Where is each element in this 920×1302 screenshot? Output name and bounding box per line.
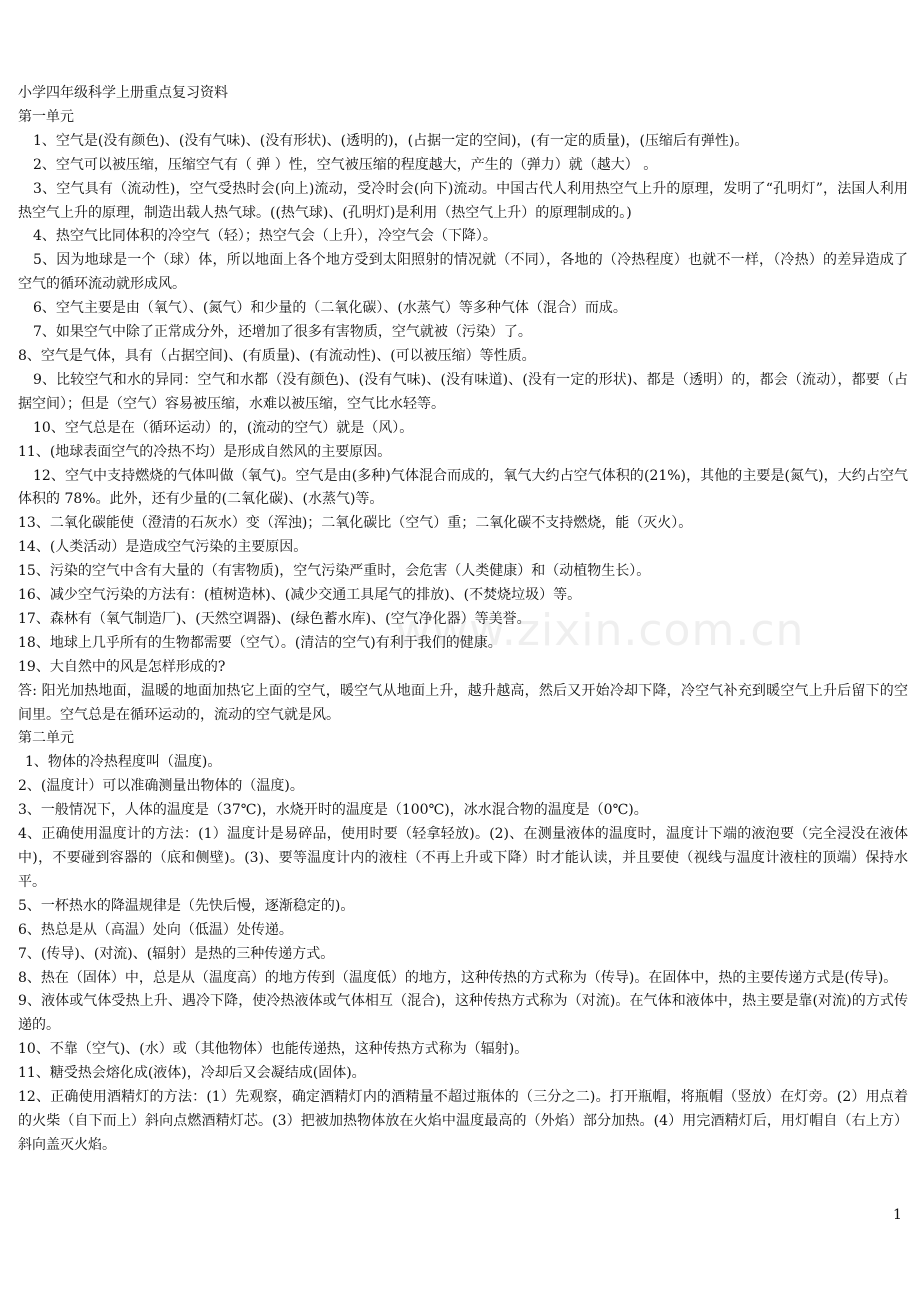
list-item: 4、正确使用温度计的方法：(1）温度计是易碎品，使用时要（轻拿轻放)。(2)、在测量液体的温度时，温度计下端的液泡要（完全浸没在液体中)，不要碰到容器的（底和侧壁)。(3)、要等温度计内的液柱（不再上升或下降）时才能认读，并且要使（视线与温度计液柱的顶端）保持水平。	[18, 826, 908, 890]
list-item: 11、(地球表面空气的冷热不均）是形成自然风的主要原因。	[18, 443, 392, 460]
list-item: 17、森林有（氧气制造厂)、(天然空调器)、(绿色蓄水库)、(空气净化器）等美誉。	[18, 610, 531, 627]
page-number: 1	[893, 1207, 902, 1223]
list-item: 4、热空气比同体积的冷空气（轻）；热空气会（上升），冷空气会（下降）。	[33, 228, 497, 245]
list-item: 3、一般情况下，人体的温度是（37℃)，水烧开时的温度是（100℃)，冰水混合物的温度是（0℃)。	[18, 802, 648, 819]
document-body	[18, 82, 908, 1158]
document-title: 小学四年级科学上册重点复习资料	[18, 85, 228, 101]
list-item: 1、空气是(没有颜色)、(没有气味)、(没有形状)、(透明的)，(占据一定的空间)，(有一定的质量)，(压缩后有弹性)。	[33, 132, 749, 149]
list-item: 12、正确使用酒精灯的方法：(1）先观察，确定酒精灯内的酒精量不超过瓶体的（三分之二)。打开瓶帽，将瓶帽（竖放）在灯旁。(2）用点着的火柴（自下而上）斜向点燃酒精灯芯。(3）把被加热物体放在火焰中温度最高的（外焰）部分加热。(4）用完酒精灯后，用灯帽自（右上方）斜向盖灭火焰。	[18, 1089, 908, 1153]
list-item: 6、热总是从（高温）处向（低温）处传递。	[18, 921, 293, 938]
list-item: 5、因为地球是一个（球）体，所以地面上各个地方受到太阳照射的情况就（不同），各地的（冷热程度）也就不一样，（冷热）的差异造成了空气的循环流动就形成风。	[18, 252, 908, 293]
list-item: 15、污染的空气中含有大量的（有害物质)，空气污染严重时，会危害（人类健康）和（动植物生长）。	[18, 563, 651, 580]
list-item: 18、地球上几乎所有的生物都需要（空气）。(清洁的空气)有利于我们的健康。	[18, 634, 502, 651]
list-item: 8、空气是气体，具有（占据空间)、(有质量)、(有流动性)、(可以被压缩）等性质。	[18, 347, 536, 364]
list-item: 16、减少空气污染的方法有：(植树造林)、(减少交通工具尾气的排放)、(不焚烧垃圾）等。	[18, 587, 582, 604]
question-item: 19、大自然中的风是怎样形成的?	[18, 658, 226, 675]
list-item: 2、空气可以被压缩，压缩空气有（ 弹 ）性，空气被压缩的程度越大，产生的（弹力）就（越大） 。	[33, 156, 658, 173]
list-item: 14、(人类活动）是造成空气污染的主要原因。	[18, 539, 308, 556]
list-item: 3、空气具有（流动性)，空气受热时会(向上)流动，受冷时会(向下)流动。中国古代人利用热空气上升的原理，发明了“孔明灯”，法国人利用热空气上升的原理，制造出载人热气球。((热气球)、(孔明灯)是利用（热空气上升）的原理制成的。)	[18, 180, 908, 221]
list-item: 12、空气中支持燃烧的气体叫做（氧气)。空气是由(多种)气体混合而成的，氧气大约占空气体积的(21%)，其他的主要是(氮气)，大约占空气体积的 78%。此外，还有少量的(二氧化碳)、(水蒸气)等。	[18, 467, 908, 508]
list-item: 11、糖受热会熔化成(液体)，冷却后又会凝结成(固体)。	[18, 1065, 366, 1082]
section-heading-unit-1: 第一单元	[18, 108, 74, 125]
list-item: 5、一杯热水的降温规律是（先快后慢，逐渐稳定的)。	[18, 897, 355, 914]
list-item: 1、物体的冷热程度叫（温度)。	[25, 754, 222, 771]
list-item: 9、液体或气体受热上升、遇冷下降，使冷热液体或气体相互（混合)，这种传热方式称为（对流)。在气体和液体中，热主要是靠(对流)的方式传递的。	[18, 993, 908, 1034]
list-item: 7、如果空气中除了正常成分外，还增加了很多有害物质，空气就被（污染）了。	[33, 324, 532, 341]
list-item: 13、二氧化碳能使（澄清的石灰水）变（浑浊)；二氧化碳比（空气）重；二氧化碳不支持燃烧，能（灭火）。	[18, 515, 693, 532]
list-item: 9、比较空气和水的异同：空气和水都（没有颜色)、(没有气味)、(没有味道)、(没有一定的形状)、都是（透明）的，都会（流动），都要（占据空间）；但是（空气）容易被压缩，水难以被压缩，空气比水轻等。	[18, 371, 908, 412]
list-item: 10、不靠（空气)、(水）或（其他物体）也能传递热，这种传热方式称为（辐射)。	[18, 1041, 529, 1058]
list-item: 8、热在（固体）中，总是从（温度高）的地方传到（温度低）的地方，这种传热的方式称为（传导)。在固体中，热的主要传递方式是(传导)。	[18, 969, 898, 986]
list-item: 6、空气主要是由（氧气）、(氮气）和少量的（二氧化碳）、(水蒸气）等多种气体（混合）而成。	[33, 300, 627, 317]
list-item: 10、空气总是在（循环运动）的，(流动的空气）就是（风）。	[33, 419, 414, 436]
watermark-text: www.zixin.com.cn	[395, 605, 805, 656]
section-heading-unit-2: 第二单元	[18, 730, 74, 747]
list-item: 2、(温度计）可以准确测量出物体的（温度)。	[18, 778, 304, 795]
answer-paragraph: 答: 阳光加热地面，温暖的地面加热它上面的空气，暖空气从地面上升，越升越高，然后又开始冷却下降，冷空气补充到暖空气上升后留下的空间里。空气总是在循环运动的，流动的空气就是风。	[18, 682, 908, 723]
list-item: 7、(传导)、(对流)、(辐射）是热的三种传递方式。	[18, 945, 335, 962]
